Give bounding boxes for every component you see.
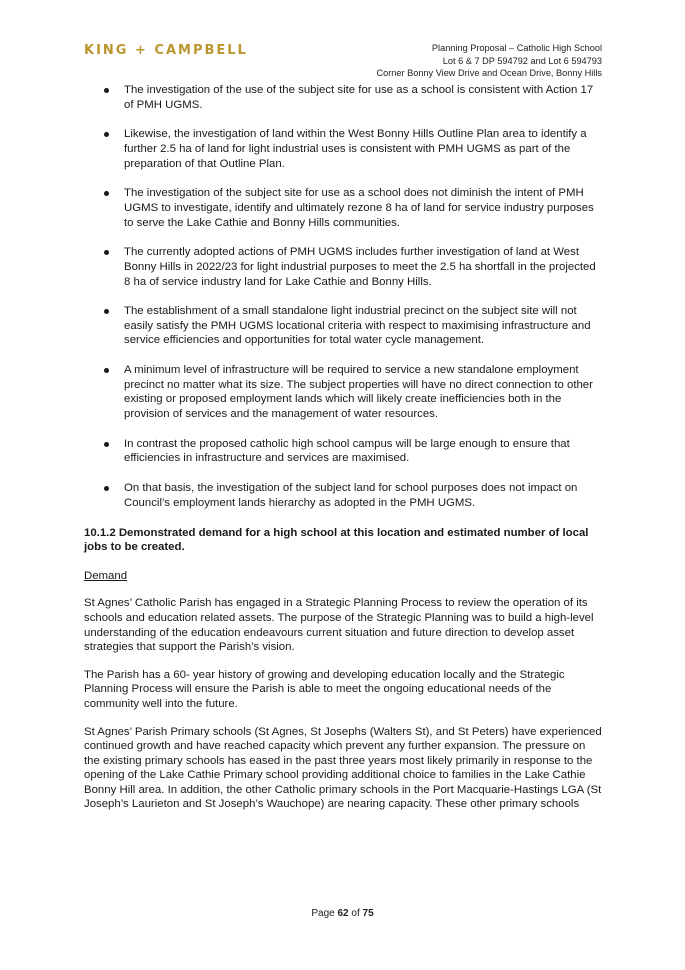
company-logo: KING + CAMPBELL (84, 43, 248, 58)
document-header (376, 42, 602, 80)
list-item: The investigation of the subject site for use as a school does not diminish the intent of PMH UGMS to investigate, identify and ultimately rezone 8 ha of land for service industry purposes to serve the Lake Cathie and Bonny Hills communities. (84, 186, 602, 230)
subheading-demand: Demand (84, 569, 128, 582)
list-item: A minimum level of infrastructure will be required to service a new standalone employment precinct no matter what its size. The subject properties will have no direct connection to other existing or proposed employment lands which will likely create inefficiencies both in the provision of services and the management of water resources. (84, 363, 602, 421)
paragraph: The Parish has a 60- year history of growing and developing education locally and the Strategic Planning Process will ensure the Parish is able to meet the ongoing educational needs of the community well into the future. (84, 668, 565, 710)
paragraph: St Agnes’ Catholic Parish has engaged in a Strategic Planning Process to review the operation of its schools and education related assets. The purpose of the Strategic Planning was to build a high-level understanding of the education endeavours current situation and future direction to develop asset strategies that support the Parish’s vision. (84, 597, 594, 654)
list-item: In contrast the proposed catholic high school campus will be large enough to ensure that efficiencies in infrastructure and services are maximised. (84, 437, 602, 466)
page-footer (0, 908, 685, 919)
list-item: Likewise, the investigation of land within the West Bonny Hills Outline Plan area to identify a further 2.5 ha of land for light industrial uses is consistent with PMH UGMS as part of the preparation of that Outline Plan. (84, 127, 602, 171)
section-heading: 10.1.2 Demonstrated demand for a high school at this location and estimated number of local jobs to be created. (84, 526, 589, 554)
header-title: Planning Proposal – Catholic High School (431, 43, 602, 53)
header-address: Corner Bonny View Drive and Ocean Drive, Bonny Hills (376, 68, 602, 78)
page-content (84, 83, 602, 825)
page-number: 62 (337, 908, 349, 919)
list-item: On that basis, the investigation of the subject land for school purposes does not impact on Council’s employment lands hierarchy as adopted in the PMH UGMS. (84, 481, 602, 510)
page-of: of (348, 908, 363, 919)
page-label: Page (311, 908, 338, 919)
page-total: 75 (362, 908, 374, 919)
paragraph: St Agnes’ Parish Primary schools (St Agnes, St Josephs (Walters St), and St Peters) have experienced continued growth and have reached capacity which prevent any further expansion. The pressure on the existing primary schools has eased in the past three years most likely primarily in response to the opening of the Lake Cathie Primary school providing additional choice to families in the Lake Cathie Bonny Hill area. In addition, the other Catholic primary schools in the Port Macquarie-Hastings LGA (St Joseph’s Laurieton and St Joseph’s Wauchope) are nearing capacity. These other primary schools (84, 725, 602, 811)
bullet-list (84, 83, 602, 510)
list-item: The investigation of the use of the subject site for use as a school is consistent with Action 17 of PMH UGMS. (84, 83, 602, 112)
list-item: The currently adopted actions of PMH UGMS includes further investigation of land at West Bonny Hills in 2022/23 for light industrial purposes to meet the 2.5 ha shortfall in the projected 8 ha of service industry land for Lake Cathie and Bonny Hills. (84, 245, 602, 289)
list-item: The establishment of a small standalone light industrial precinct on the subject site will not easily satisfy the PMH UGMS locational criteria with respect to maximising infrastructure and service efficiencies and opportunities for total water cycle management. (84, 304, 602, 348)
header-lot: Lot 6 & 7 DP 594792 and Lot 6 594793 (442, 55, 602, 66)
